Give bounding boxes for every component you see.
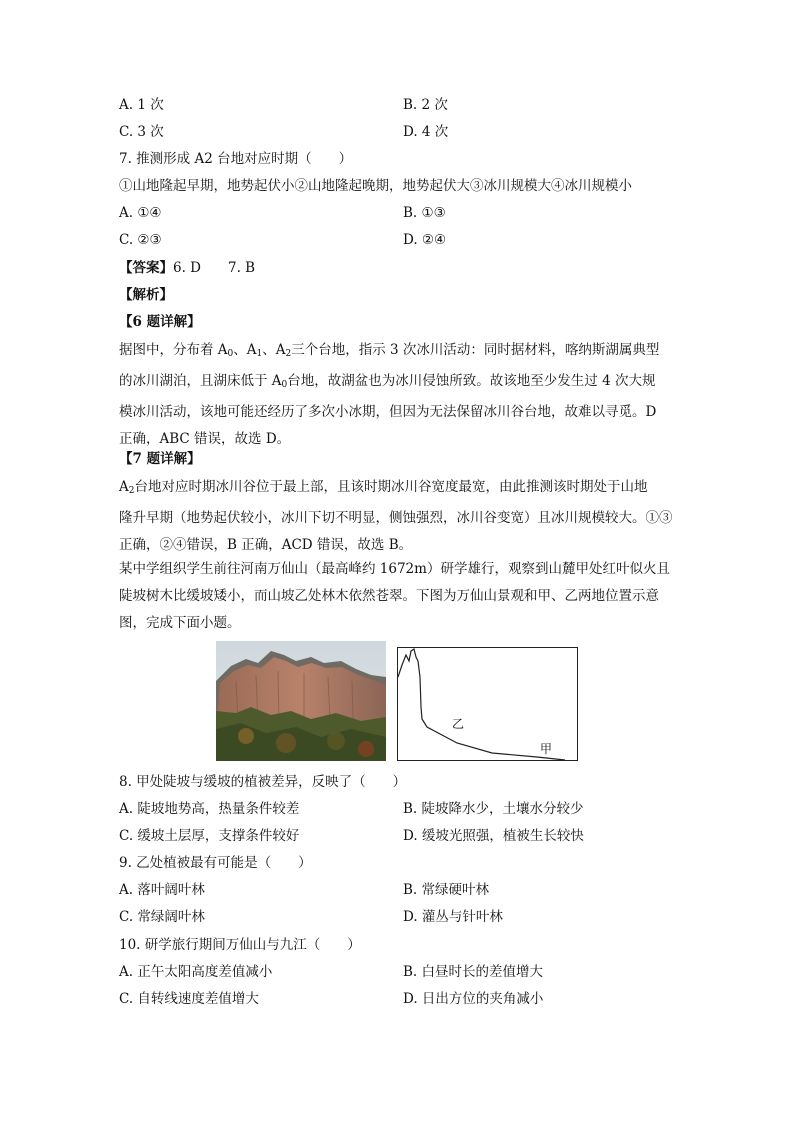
q6-detail-line-1: [119, 337, 679, 368]
q10-option-b: B. 白昼时长的差值增大: [403, 964, 544, 980]
q7-detail-line-1: [119, 474, 679, 505]
q6-detail-line-4: 正确，ABC 错误，故选 D。: [119, 431, 291, 447]
q7-detail-line-2: 隆升早期（地势起伏较小，冰川下切不明显，侧蚀强烈，冰川谷变宽）且冰川规模较大。①③: [119, 510, 673, 526]
subscript: 0: [227, 349, 234, 359]
q6-option-d: D. 4 次: [403, 124, 449, 140]
material-paragraph: [119, 556, 679, 637]
q7-option-a: A. ①④: [119, 205, 162, 221]
q9-option-c: C. 常绿阔叶林: [119, 909, 205, 925]
q10-option-c: C. 自转线速度差值增大: [119, 991, 259, 1007]
text-span: 的冰川湖泊，且湖床低于 A: [119, 373, 282, 389]
subscript: 2: [285, 349, 292, 359]
q6-detail-line-3: 模冰川活动，该地可能还经历了多次小冰期，但因为无法保留冰川谷台地，故难以寻觅。D: [119, 404, 657, 420]
q6-detail-paragraph: [119, 337, 679, 453]
cliff-icon: [216, 641, 386, 761]
label-jia: 甲: [540, 742, 553, 756]
answer-label: 【答案】: [119, 260, 173, 276]
q9-stem: 9. 乙处植被最有可能是（ ）: [119, 855, 312, 871]
text-span: 台地，故湖盆也为冰川侵蚀所致。故该地至少发生过 4 次大规: [287, 373, 656, 389]
q9-option-b: B. 常绿硬叶林: [403, 882, 490, 898]
material-line-1: 某中学组织学生前往河南万仙山（最高峰约 1672m）研学雄行，观察到山麓甲处红叶似火且: [119, 561, 670, 577]
slope-profile-icon: [397, 647, 578, 761]
q8-option-a: A. 陡坡地势高，热量条件较差: [119, 801, 300, 817]
subscript: 0: [281, 380, 288, 390]
slope-position-diagram: [397, 647, 578, 761]
text-span: 据图中，分布着 A: [119, 342, 228, 358]
text-span: 三个台地，指示 3 次冰川活动：同时据材料，喀纳斯湖属典型: [291, 342, 660, 358]
q7-option-b: B. ①③: [403, 205, 446, 221]
q6-option-b: B. 2 次: [403, 97, 448, 113]
text-span: 台地对应时期冰川谷位于最上部，且该时期冰川谷宽度最宽，由此推测该时期处于山地: [134, 479, 648, 495]
mountain-landscape-photo: [216, 641, 386, 761]
label-yi: 乙: [452, 717, 465, 731]
q7-stem: 7. 推测形成 A2 台地对应时期（ ）: [119, 151, 353, 167]
text-span: 、A: [262, 342, 286, 358]
q8-option-b: B. 陡坡降水少，土壤水分较少: [403, 801, 584, 817]
q7-option-c: C. ②③: [119, 232, 162, 248]
material-line-3: 图，完成下面小题。: [119, 615, 241, 631]
q7-detail-line-3: 正确，②④错误，B 正确，ACD 错误，故选 B。: [119, 537, 413, 553]
q9-option-d: D. 灌丛与针叶林: [403, 909, 503, 925]
q8-stem: 8. 甲处陡坡与缓坡的植被差异，反映了（ ）: [119, 774, 407, 790]
text-span: 、A: [233, 342, 257, 358]
analysis-label: 【解析】: [119, 287, 173, 303]
answer-text: 6. D 7. B: [173, 260, 256, 276]
q6-detail-line-2: [119, 368, 679, 399]
q10-option-a: A. 正午太阳高度差值减小: [119, 964, 273, 980]
q7-statements: ①山地隆起早期，地势起伏小②山地隆起晚期，地势起伏大③冰川规模大④冰川规模小: [119, 178, 632, 194]
q10-option-d: D. 日出方位的夹角减小: [403, 991, 544, 1007]
q8-option-d: D. 缓坡光照强，植被生长较快: [403, 828, 584, 844]
q6-detail-label: 【6 题详解】: [119, 314, 201, 330]
q6-option-a: A. 1 次: [119, 97, 164, 113]
q6-option-c: C. 3 次: [119, 124, 164, 140]
answer-line: [119, 258, 255, 278]
text-span: A: [119, 479, 129, 495]
material-line-2: 陡坡树木比缓坡矮小，而山坡乙处林木依然苍翠。下图为万仙山景观和甲、乙两地位置示意: [119, 588, 659, 604]
q10-stem: 10. 研学旅行期间万仙山与九江（ ）: [119, 937, 361, 953]
q7-detail-label: 【7 题详解】: [119, 451, 201, 467]
q7-detail-paragraph: [119, 474, 679, 559]
q7-option-d: D. ②④: [403, 232, 447, 248]
q8-option-c: C. 缓坡土层厚，支撑条件较好: [119, 828, 300, 844]
subscript: 2: [128, 486, 135, 496]
q9-option-a: A. 落叶阔叶林: [119, 882, 205, 898]
subscript: 1: [256, 349, 263, 359]
